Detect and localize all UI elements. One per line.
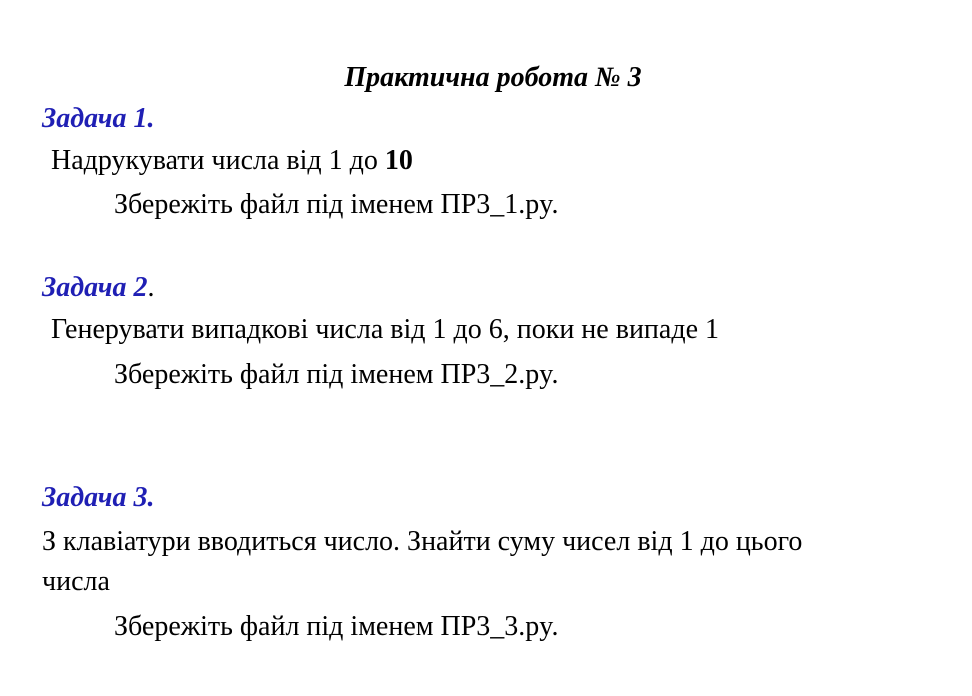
task-1-heading [42, 101, 154, 137]
task-2-heading-text: Задача 2 [42, 272, 148, 303]
task-1-heading-text: Задача 1. [42, 103, 155, 134]
task-3-heading [42, 480, 154, 516]
task-2-statement: Генерувати випадкові числа від 1 до 6, поки не випаде 1 [51, 314, 720, 345]
task-3-heading-text: Задача 3. [42, 482, 155, 513]
task-1-save-note: Збережіть файл під іменем ПР3_1.py. [114, 189, 559, 220]
task-3-statement-line-2: числа [42, 566, 110, 597]
task-1-statement [51, 143, 413, 179]
task-2-heading [42, 270, 154, 306]
document-title: Практична робота № 3 [344, 62, 642, 93]
task-1-statement-bold: 10 [384, 145, 413, 176]
task-1-statement-text: Надрукувати числа від 1 до [51, 145, 385, 176]
task-3-statement-line-1: З клавіатури вводиться число. Знайти суму чисел від 1 до цього [42, 526, 803, 557]
task-2-save-note: Збережіть файл під іменем ПР3_2.py. [114, 359, 559, 390]
task-3-save-note: Збережіть файл під іменем ПР3_3.py. [114, 611, 559, 642]
task-2-heading-suffix: . [147, 272, 155, 303]
